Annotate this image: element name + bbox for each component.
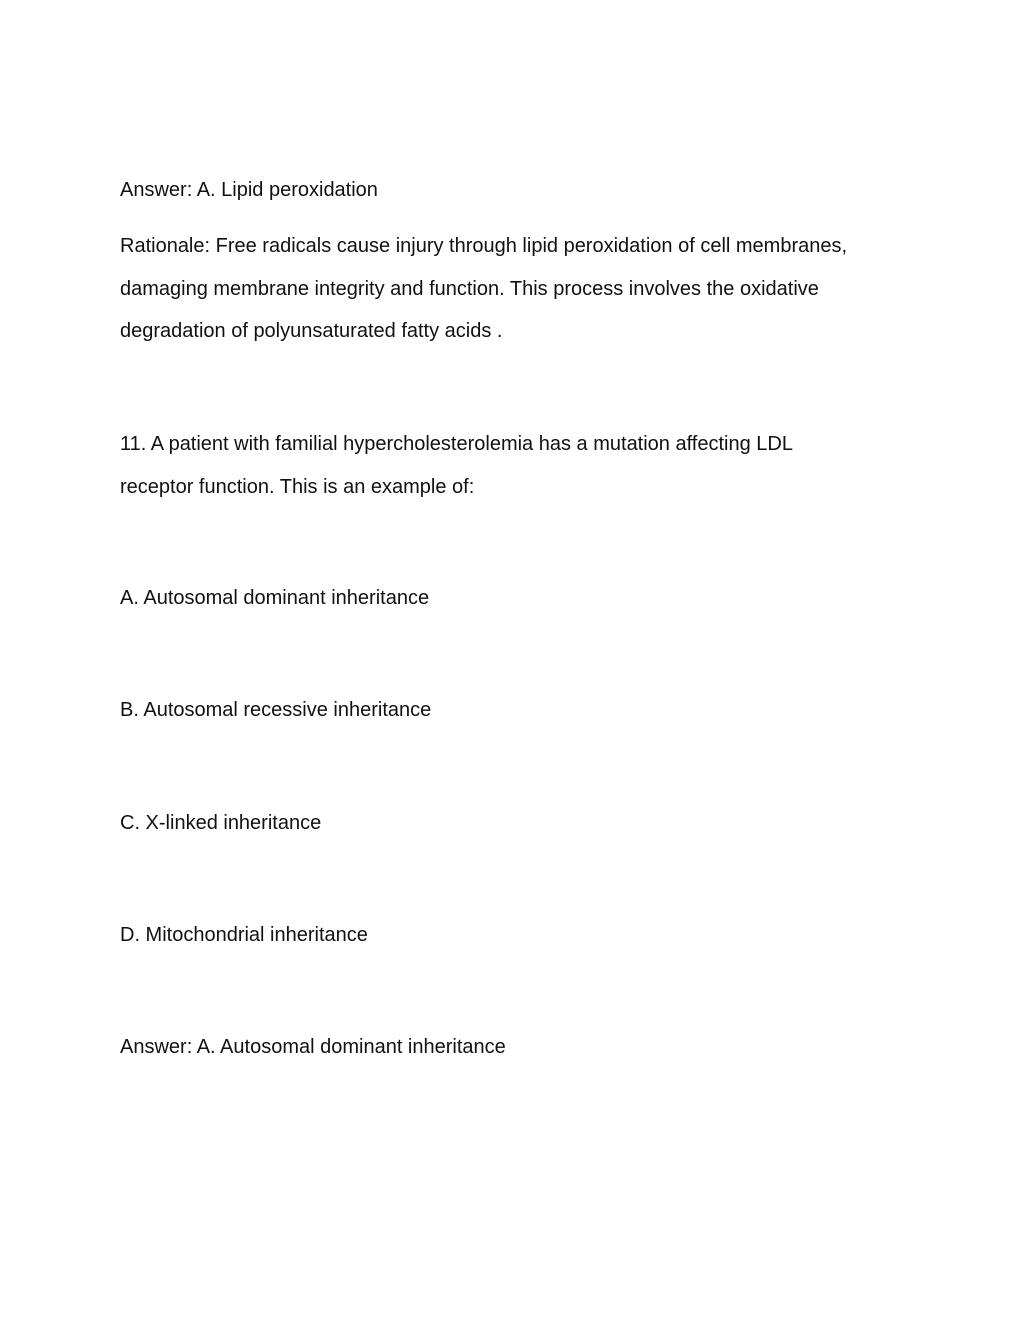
option-b: B. Autosomal recessive inheritance [120, 699, 432, 721]
question-answer: Answer: A. Autosomal dominant inheritance [120, 1036, 506, 1058]
option-a: A. Autosomal dominant inheritance [120, 587, 430, 609]
rationale-paragraph [120, 225, 920, 353]
rationale-line: degradation of polyunsaturated fatty acids . [120, 320, 503, 342]
question-line: 11. A patient with familial hypercholesterolemia has a mutation affecting LDL [120, 433, 793, 455]
previous-answer: Answer: A. Lipid peroxidation [120, 179, 378, 201]
rationale-line: Rationale: Free radicals cause injury through lipid peroxidation of cell membranes, [120, 235, 848, 257]
rationale-line: damaging membrane integrity and function. This process involves the oxidative [120, 277, 819, 300]
option-c: C. X-linked inheritance [120, 812, 322, 834]
question-stem [120, 423, 920, 508]
question-line: receptor function. This is an example of: [120, 475, 475, 498]
option-d: D. Mitochondrial inheritance [120, 924, 368, 946]
